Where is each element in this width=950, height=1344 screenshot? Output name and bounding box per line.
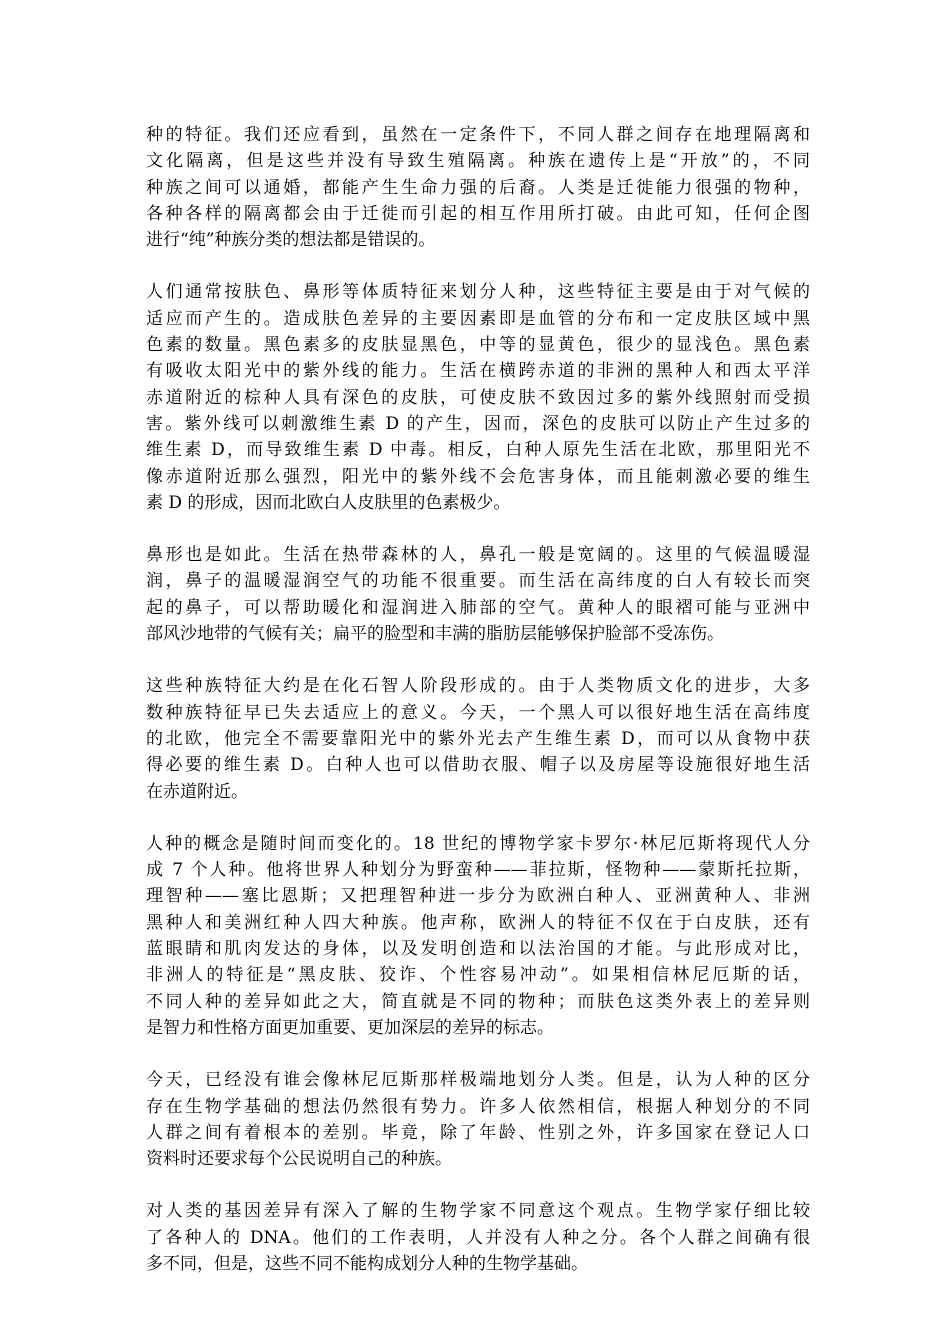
text-line: 多不同，但是，这些不同不能构成划分人种的生物学基础。 — [146, 1253, 588, 1274]
text-line: 有吸收太阳光中的紫外线的能力。生活在横跨赤道的非洲的黑种人和西太平洋 — [146, 361, 810, 382]
paragraph — [146, 673, 810, 804]
text-line: 在赤道附近。 — [146, 781, 248, 802]
text-line: 像赤道附近那么强烈，阳光中的紫外线不会危害身体，而且能刺激必要的维生 — [146, 466, 810, 487]
paragraph — [146, 542, 810, 647]
text-line: 得必要的维生素 D。白种人也可以借助衣服、帽子以及房屋等设施很好地生活 — [146, 755, 810, 776]
text-line: 资料时还要求每个公民说明自己的种族。 — [146, 1149, 452, 1170]
text-line: 的北欧，他完全不需要靠阳光中的紫外光去产生维生素 D，而可以从食物中获 — [146, 728, 810, 749]
text-line: 理智种——塞比恩斯；又把理智种进一步分为欧洲白种人、亚洲黄种人、非洲 — [146, 886, 810, 907]
text-line: 了各种人的 DNA。他们的工作表明，人并没有人种之分。各个人群之间确有很 — [146, 1227, 810, 1248]
text-line: 人群之间有着根本的差别。毕竟，除了年龄、性别之外，许多国家在登记人口 — [146, 1122, 810, 1143]
paragraph — [146, 1067, 810, 1172]
text-line: 是智力和性格方面更加重要、更加深层的差异的标志。 — [146, 1017, 554, 1038]
text-line: 文化隔离，但是这些并没有导致生殖隔离。种族在遗传上是“开放”的，不同 — [146, 151, 810, 172]
paragraph — [146, 831, 810, 1041]
text-line: 种的特征。我们还应看到，虽然在一定条件下，不同人群之间存在地理隔离和 — [146, 125, 810, 145]
text-line: 人们通常按肤色、鼻形等体质特征来划分人种，这些特征主要是由于对气候的 — [146, 282, 810, 303]
paragraph — [146, 279, 810, 516]
text-line: 人种的概念是随时间而变化的。18 世纪的博物学家卡罗尔·林尼厄斯将现代人分 — [146, 833, 810, 854]
document-body — [146, 122, 810, 1303]
text-line: 今天，已经没有谁会像林尼厄斯那样极端地划分人类。但是，认为人种的区分 — [146, 1070, 810, 1091]
text-line: 进行“纯”种族分类的想法都是错误的。 — [146, 230, 436, 251]
text-line: 色素的数量。黑色素多的皮肤显黑色，中等的显黄色，很少的显浅色。黑色素 — [146, 335, 810, 356]
text-line: 蓝眼睛和肌肉发达的身体，以及发明创造和以法治国的才能。与此形成对比， — [146, 939, 810, 960]
text-line: 黑种人和美洲红种人四大种族。他声称，欧洲人的特征不仅在于白皮肤，还有 — [146, 912, 810, 933]
text-line: 起的鼻子，可以帮助暖化和湿润进入肺部的空气。黄种人的眼褶可能与亚洲中 — [146, 597, 810, 618]
text-line: 成 7 个人种。他将世界人种划分为野蛮种——菲拉斯，怪物种——蒙斯托拉斯， — [146, 860, 810, 881]
text-line: 赤道附近的棕种人具有深色的皮肤，可使皮肤不致因过多的紫外线照射而受损 — [146, 387, 810, 408]
text-line: 非洲人的特征是“黑皮肤、狡诈、个性容易冲动”。如果相信林尼厄斯的话， — [146, 965, 810, 986]
text-line: 鼻形也是如此。生活在热带森林的人，鼻孔一般是宽阔的。这里的气候温暖湿 — [146, 545, 810, 566]
text-line: 维生素 D，而导致维生素 D 中毒。相反，白种人原先生活在北欧，那里阳光不 — [146, 440, 810, 461]
text-line: 存在生物学基础的想法仍然很有势力。许多人依然相信，根据人种划分的不同 — [146, 1096, 810, 1117]
paragraph — [146, 122, 810, 253]
text-line: 素 D 的形成，因而北欧白人皮肤里的色素极少。 — [146, 492, 511, 513]
text-line: 这些种族特征大约是在化石智人阶段形成的。由于人类物质文化的进步，大多 — [146, 676, 810, 697]
text-line: 种族之间可以通婚，都能产生生命力强的后裔。人类是迁徙能力很强的物种， — [146, 177, 810, 198]
paragraph — [146, 1198, 810, 1277]
text-line: 适应而产生的。造成肤色差异的主要因素即是血管的分布和一定皮肤区域中黑 — [146, 308, 810, 329]
text-line: 部风沙地带的气候有关；扁平的脸型和丰满的脂肪层能够保护脸部不受冻伤。 — [146, 624, 724, 645]
text-line: 数种族特征早已失去适应上的意义。今天，一个黑人可以很好地生活在高纬度 — [146, 702, 810, 723]
text-line: 润，鼻子的温暖湿润空气的功能不很重要。而生活在高纬度的白人有较长而突 — [146, 571, 810, 592]
text-line: 各种各样的隔离都会由于迁徙而引起的相互作用所打破。由此可知，任何企图 — [146, 203, 810, 224]
text-line: 对人类的基因差异有深入了解的生物学家不同意这个观点。生物学家仔细比较 — [146, 1201, 810, 1222]
text-line: 不同人种的差异如此之大，简直就是不同的物种；而肤色这类外表上的差异则 — [146, 991, 810, 1012]
text-line: 害。紫外线可以刺激维生素 D 的产生，因而，深色的皮肤可以防止产生过多的 — [146, 413, 810, 434]
